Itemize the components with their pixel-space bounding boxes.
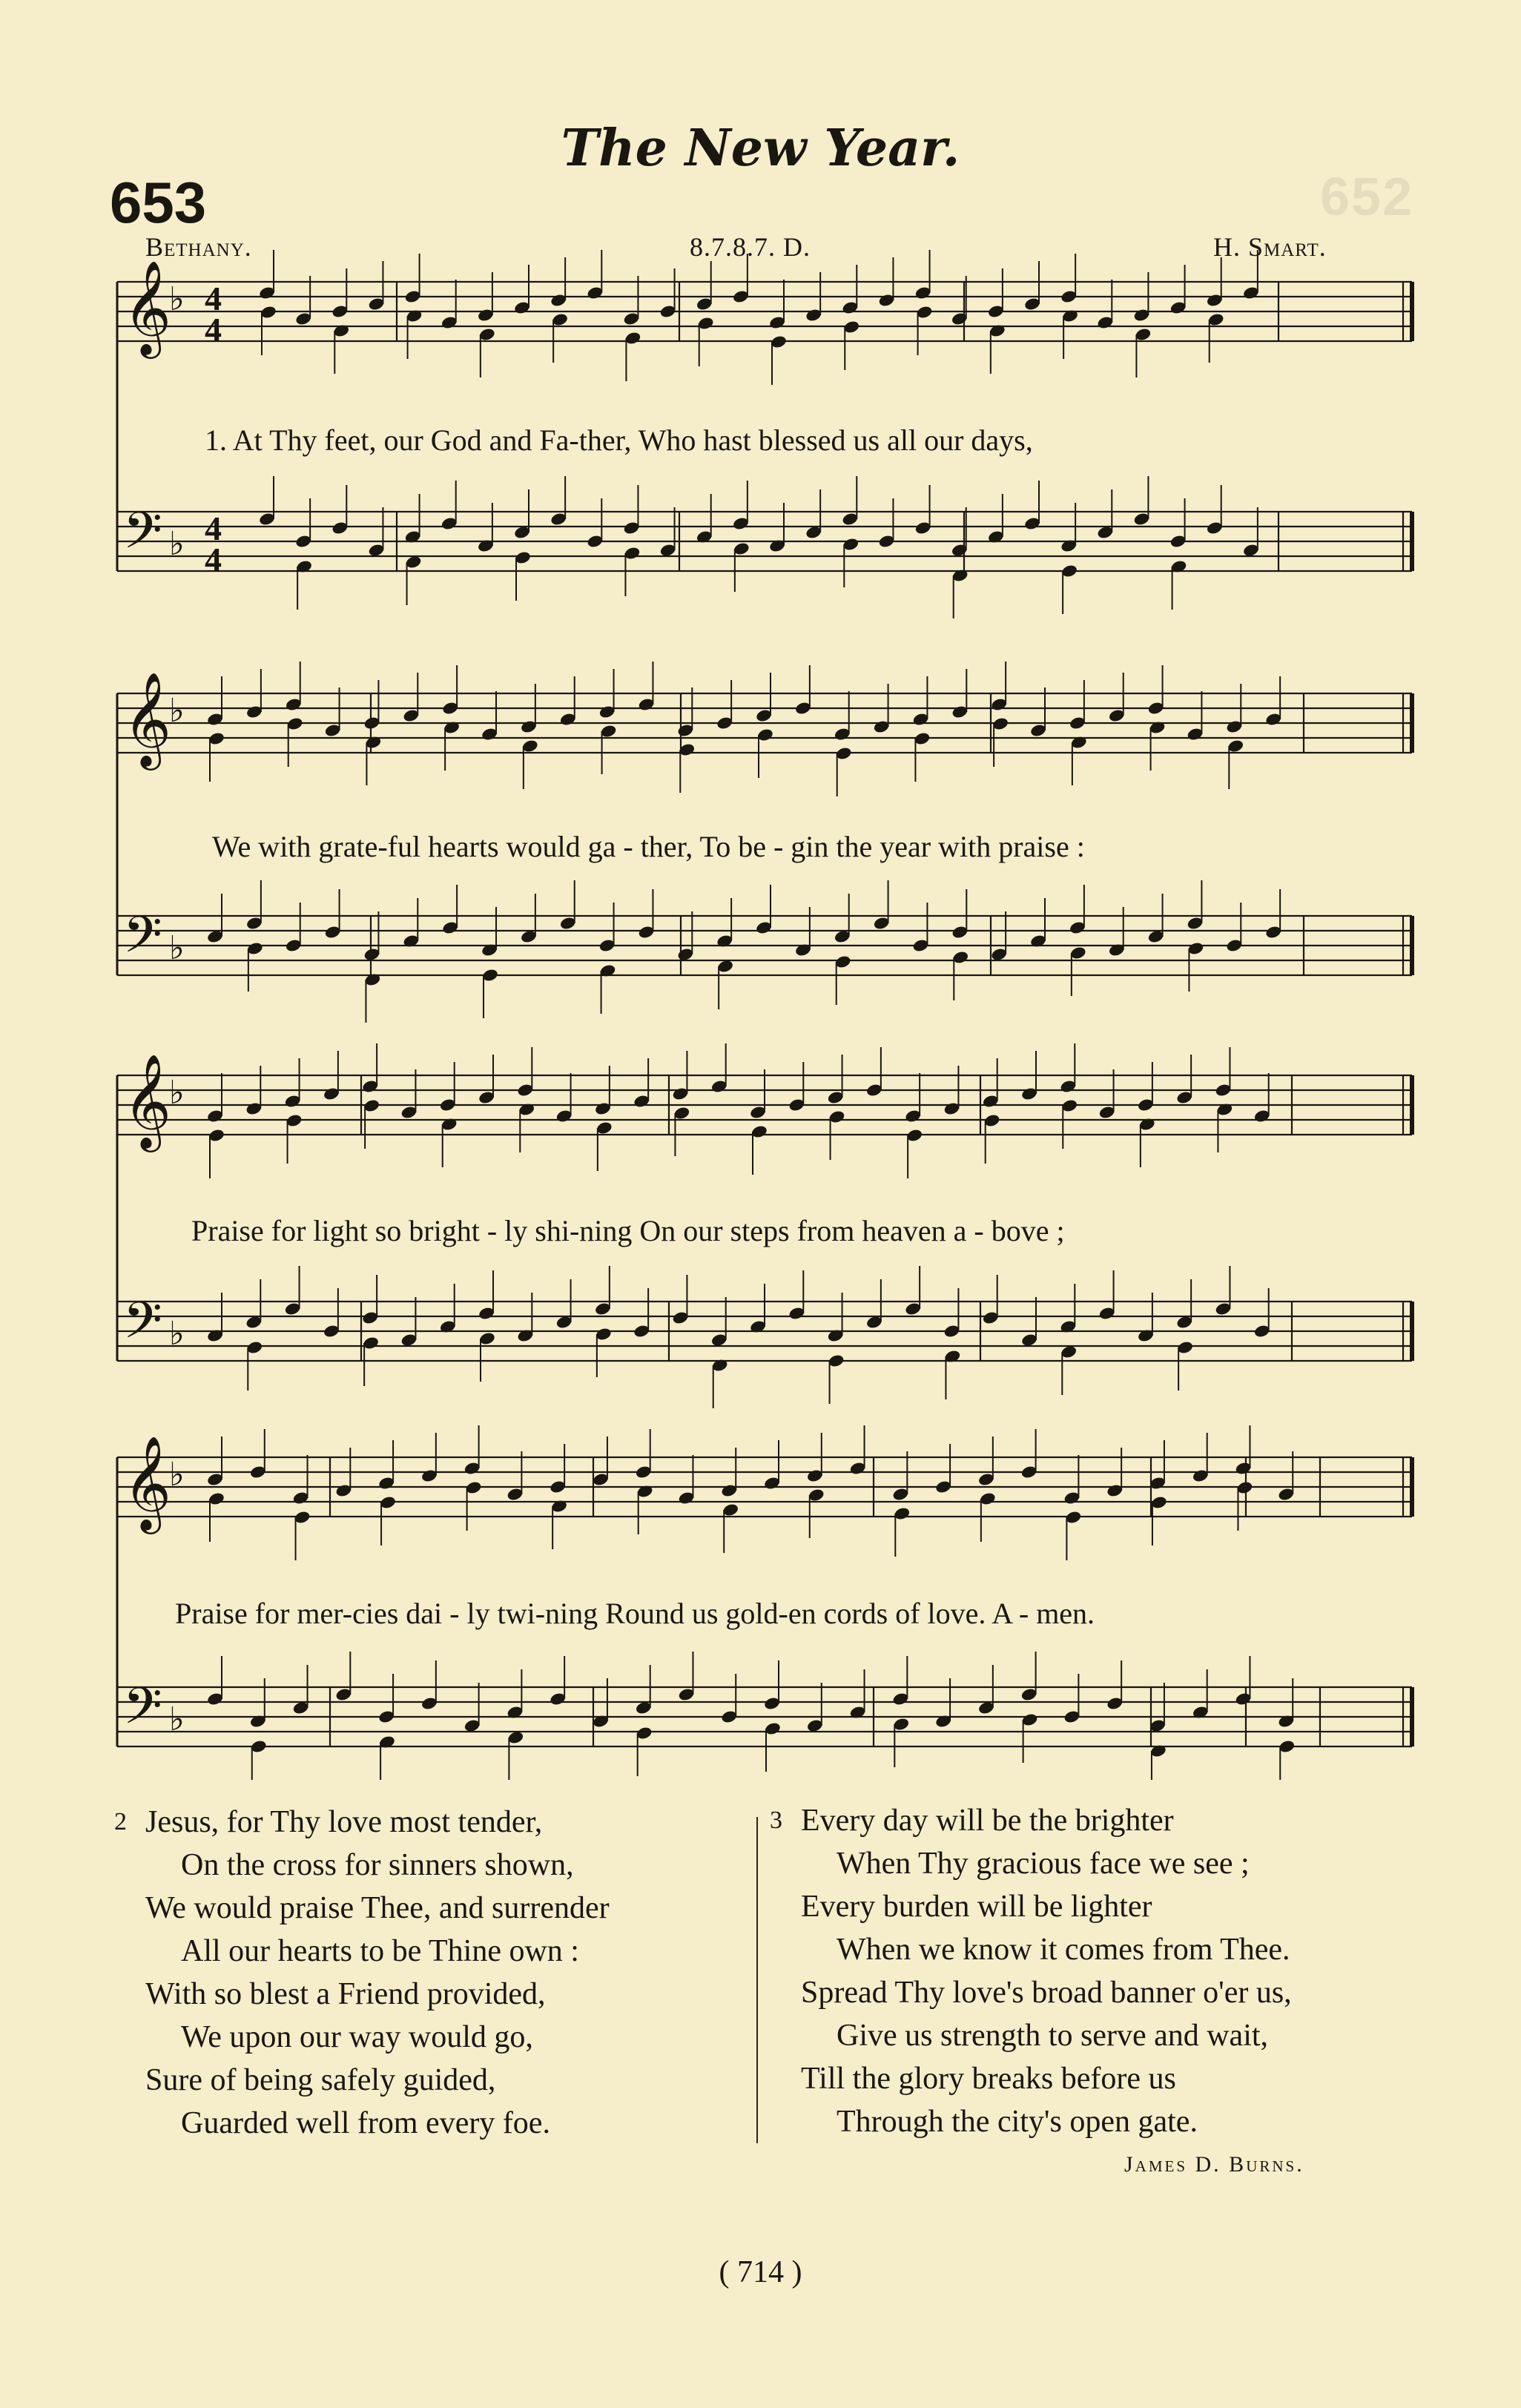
stanza-line: Jesus, for Thy love most tender, (145, 1805, 543, 1839)
bass-clef: 𝄢 (123, 1292, 162, 1362)
stanza-line: Sure of being safely guided, (145, 2063, 496, 2097)
key-signature-flat: ♭ (169, 692, 185, 730)
key-signature-flat: ♭ (169, 525, 185, 563)
stanza-line: When we know it comes from Thee. (837, 1933, 1290, 1967)
stanza-line: Guarded well from every foe. (181, 2106, 550, 2140)
stanza-line: Till the glory breaks before us (801, 2062, 1176, 2096)
stanza-number: 3 (770, 1807, 782, 1834)
stanza-line: When Thy gracious face we see ; (837, 1847, 1250, 1881)
meter: 8.7.8.7. D. (690, 232, 811, 262)
key-signature-flat: ♭ (169, 280, 185, 318)
lyric-line-2: We with grate-ful hearts would ga - ther, To be - gin the year with praise : (212, 830, 1085, 863)
key-signature-flat: ♭ (169, 1315, 185, 1353)
time-signature: 4 (205, 541, 222, 578)
column-divider (756, 1817, 758, 2143)
stanza-line: Spread Thy love's broad banner o'er us, (801, 1976, 1292, 2010)
tune-name: Bethany. (145, 232, 252, 262)
bass-clef: 𝄢 (123, 906, 162, 977)
composer: H. Smart. (1213, 232, 1327, 262)
stanza-line: On the cross for sinners shown, (181, 1848, 574, 1882)
stanza-line: Every burden will be lighter (801, 1890, 1152, 1924)
hymn-number: 653 (110, 170, 207, 235)
lyric-line-1: 1. At Thy feet, our God and Fa-ther, Who hast blessed us all our days, (205, 423, 1033, 457)
key-signature-flat: ♭ (169, 1701, 185, 1738)
stanza-2 (114, 1801, 610, 2145)
bass-clef: 𝄢 (123, 502, 162, 573)
time-signature: 4 (205, 280, 222, 317)
stanza-line: All our hearts to be Thine own : (181, 1934, 579, 1968)
stanza-number: 2 (114, 1808, 127, 1835)
treble-clef: 𝄞 (123, 1053, 172, 1148)
treble-clef: 𝄞 (123, 260, 172, 354)
stanza-line: Every day will be the brighter (801, 1804, 1174, 1838)
treble-clef: 𝄞 (123, 1435, 172, 1530)
time-signature: 4 (205, 311, 222, 349)
lyric-line-4: Praise for mer-cies dai - ly twi-ning Round us gold-en cords of love. A - men. (175, 1597, 1095, 1630)
lyric-line-3: Praise for light so bright - ly shi-ning On our steps from heaven a - bove ; (191, 1214, 1065, 1247)
time-signature: 4 (205, 509, 222, 547)
stanza-line: Through the city's open gate. (837, 2105, 1198, 2139)
treble-clef: 𝄞 (123, 671, 172, 766)
key-signature-flat: ♭ (169, 929, 185, 967)
stanza-line: With so blest a Friend provided, (145, 1977, 546, 2011)
stanza-line: We would praise Thee, and surrender (145, 1891, 610, 1925)
key-signature-flat: ♭ (169, 1456, 185, 1494)
stanza-line: We upon our way would go, (181, 2020, 533, 2054)
bleed-through-number: 652 (1320, 168, 1414, 227)
key-signature-flat: ♭ (169, 1074, 185, 1112)
bass-clef: 𝄢 (123, 1678, 162, 1748)
page-number: ( 714 ) (719, 2255, 802, 2289)
stanza-line: Give us strength to serve and wait, (837, 2019, 1269, 2053)
stanza-3 (770, 1799, 1292, 2143)
author: James D. Burns. (1124, 2152, 1304, 2177)
page-title: The New Year. (561, 119, 960, 178)
